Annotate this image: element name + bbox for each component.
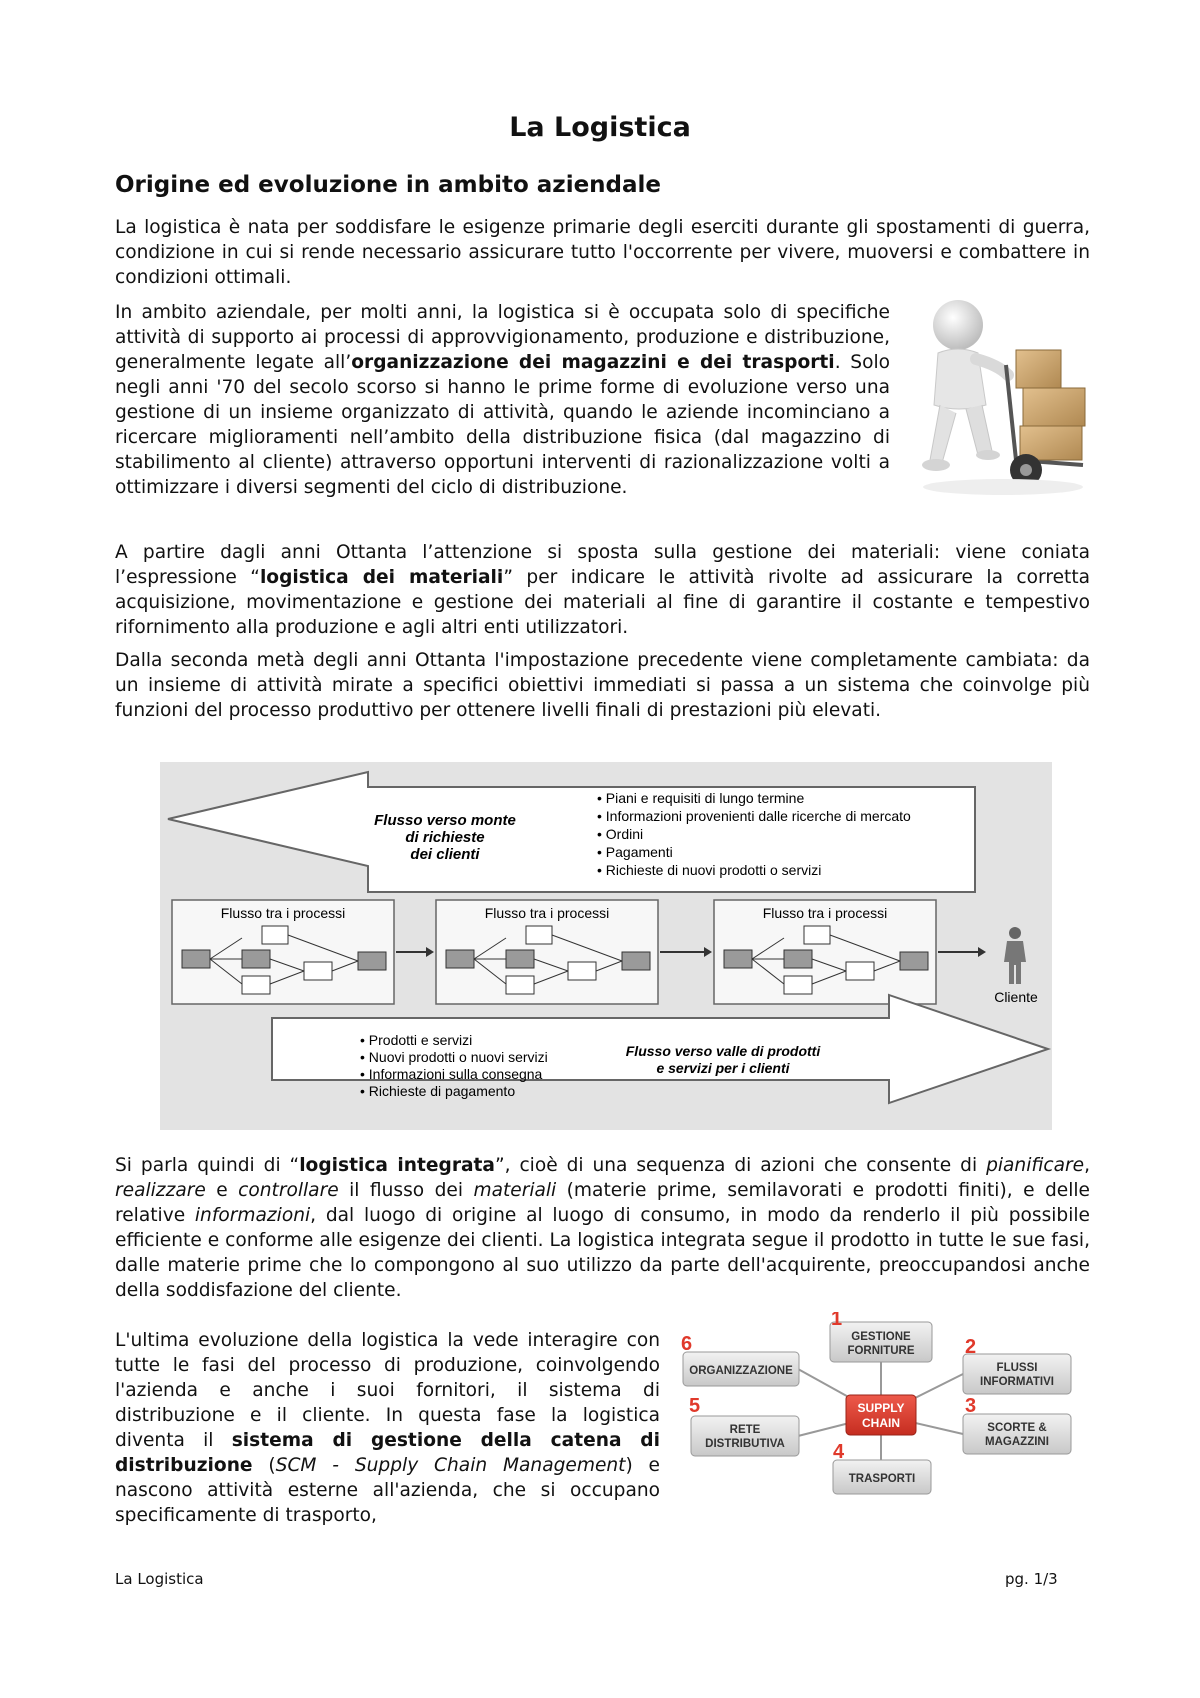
paragraph-late-eighties: Dalla seconda metà degli anni Ottanta l'impostazione precedente viene completamente cambiata: da un insieme di attività mirate a specifici obiettivi immediati si passa a un sistema che coinvolge più funzioni del processo produttivo per ottenere livelli finali di prestazioni più elevati. [115, 650, 1090, 721]
upstream-item: • Ordini [597, 826, 644, 842]
text-run: In ambito aziendale, per molti anni, la logistica si è occupata solo di specifiche attività di supporto ai processi di approvvigionamento, produzione e distribuzione, generalmente legate all’ [115, 302, 890, 373]
process-label: Flusso tra i processi [762, 905, 888, 921]
footer-page-number: pg. 1/3 [1005, 1570, 1058, 1588]
node-label-line: FORNITURE [847, 1345, 915, 1357]
bold-term: logistica dei materiali [259, 567, 504, 588]
node-number: 2 [965, 1336, 977, 1358]
text-run: Si parla quindi di “ [115, 1155, 300, 1176]
process-group-1 [172, 900, 394, 1004]
center-label-line: SUPPLY [857, 1401, 905, 1415]
paragraph-company-scope [115, 300, 890, 500]
text-run: L'ultima evoluzione della logistica la vede interagire con tutte le fasi del processo di produzione, coinvolgendo l'azienda e anche i suoi fornitori, il sistema di distribuzione e il cliente. In questa fase la logistica diventa il [115, 1330, 660, 1451]
node-number: 4 [833, 1441, 845, 1463]
upstream-title-line: dei clienti [410, 846, 480, 863]
paragraph-materials-logistics [115, 540, 1090, 640]
downstream-item: • Richieste di pagamento [360, 1083, 516, 1099]
node-label-line: RETE [729, 1424, 761, 1436]
node-label-line: DISTRIBUTIVA [705, 1438, 785, 1450]
process-group-3 [714, 900, 936, 1004]
paragraph-scm [115, 1328, 660, 1528]
node-number: 6 [681, 1333, 693, 1355]
figure-hand-truck-illustration [908, 295, 1098, 500]
downstream-item: • Informazioni sulla consegna [360, 1066, 543, 1082]
downstream-item: • Prodotti e servizi [360, 1032, 473, 1048]
text-run: il flusso dei [338, 1180, 474, 1201]
section-heading: Origine ed evoluzione in ambito aziendale [115, 172, 662, 198]
downstream-title-line: Flusso verso valle di prodotti [625, 1043, 821, 1059]
bold-term: sistema di gestione della catena di distribuzione [115, 1430, 660, 1476]
customer-label: Cliente [994, 989, 1038, 1005]
upstream-title-line: Flusso verso monte [374, 812, 516, 829]
node-label-line: SCORTE & [987, 1422, 1047, 1434]
italic-term: realizzare [115, 1180, 206, 1201]
upstream-title-line: di richieste [405, 829, 485, 846]
upstream-item: • Piani e requisiti di lungo termine [597, 790, 805, 806]
italic-term: informazioni [194, 1205, 311, 1226]
upstream-item: • Richieste di nuovi prodotti o servizi [597, 862, 822, 878]
node-number: 3 [965, 1395, 977, 1417]
process-group-2 [436, 900, 658, 1004]
node-flussi-informativi [963, 1354, 1071, 1394]
supply-flow-diagram [160, 762, 1052, 1130]
footer-left: La Logistica [115, 1570, 204, 1588]
node-label-line: FLUSSI [996, 1362, 1038, 1374]
center-label-line: CHAIN [862, 1416, 900, 1430]
paragraph-integrated-logistics [115, 1153, 1090, 1303]
node-label-line: ORGANIZZAZIONE [689, 1365, 793, 1377]
node-number: 5 [689, 1395, 701, 1417]
italic-term: pianificare [986, 1155, 1085, 1176]
node-rete-distributiva [691, 1416, 799, 1456]
node-label-line: TRASPORTI [848, 1473, 916, 1485]
text-run: (materie prime, semilavorati e prodotti finiti), e delle relative [115, 1180, 1090, 1226]
text-run: A partire dagli anni Ottanta l’attenzione si sposta sulla gestione dei materiali: viene coniata l’espressione “ [115, 542, 1090, 588]
text-run: , [1084, 1155, 1091, 1176]
bold-term: logistica integrata [299, 1155, 495, 1176]
process-label: Flusso tra i processi [484, 905, 610, 921]
upstream-item: • Pagamenti [597, 844, 673, 860]
text-run: e [205, 1180, 239, 1201]
italic-term: materiali [473, 1180, 557, 1201]
italic-term: controllare [238, 1180, 339, 1201]
bold-term: organizzazione dei magazzini e dei trasporti [351, 352, 835, 373]
downstream-title-line: e servizi per i clienti [656, 1060, 790, 1076]
node-scorte-magazzini [963, 1414, 1071, 1454]
text-run: ) e nascono attività esterne all'azienda, che si occupano specificamente di trasporto, [115, 1455, 660, 1526]
paragraph-origins: La logistica è nata per soddisfare le esigenze primarie degli eserciti durante gli spostamenti di guerra, condizione in cui si rende necessario assicurare tutto l'occorrente per vivere, muoversi e combattere in condizioni ottimali. [115, 217, 1090, 288]
text-run: ( [252, 1455, 276, 1476]
text-run: ” per indicare le attività rivolte ad assicurare la corretta acquisizione, movimentazione e gestione dei materiali al fine di garantire il costante e tempestivo rifornimento alla produzione e agli altri enti utilizzatori. [115, 567, 1091, 638]
italic-term: SCM - Supply Chain Management [275, 1455, 626, 1476]
node-label-line: MAGAZZINI [985, 1436, 1049, 1448]
text-run: ”, cioè di una sequenza di azioni che consente di [494, 1155, 987, 1176]
node-label-line: INFORMATIVI [980, 1376, 1054, 1388]
supply-chain-diagram [673, 1312, 1088, 1527]
process-label: Flusso tra i processi [220, 905, 346, 921]
node-label-line: GESTIONE [851, 1331, 911, 1343]
downstream-item: • Nuovi prodotti o nuovi servizi [360, 1049, 548, 1065]
text-run: . Solo negli anni '70 del secolo scorso si hanno le prime forme di evoluzione verso una gestione di un insieme organizzato di attività, quando le aziende incominciano a ricercare miglioramenti nell’ambito della distribuzione fisica (dal magazzino di stabilimento al cliente) attraverso opportuni interventi di razionalizzazione volti a ottimizzare i diversi segmenti del ciclo di distribuzione. [115, 352, 890, 498]
upstream-item: • Informazioni provenienti dalle ricerche di mercato [597, 808, 911, 824]
text-run: , dal luogo di origine al luogo di consumo, in modo da renderlo il più possibile efficiente e conforme alle esigenze dei clienti. La logistica integrata segue il prodotto in tutte le sue fasi, dalle materie prime che lo compongono al suo utilizzo da parte dell'acquirente, preoccupandosi anche della soddisfazione del cliente. [115, 1205, 1090, 1301]
page-title: La Logistica [509, 112, 691, 143]
node-number: 1 [831, 1312, 843, 1330]
